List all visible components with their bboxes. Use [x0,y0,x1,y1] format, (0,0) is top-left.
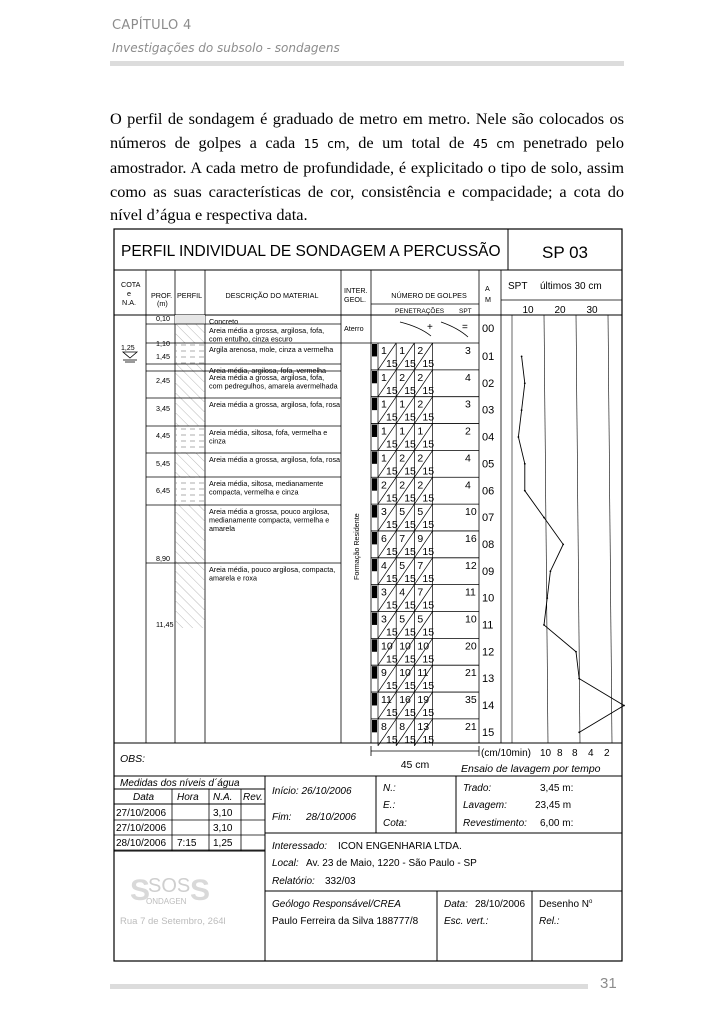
depth-label: 3,45 [156,404,170,413]
footer-rule [110,984,588,989]
blow-count: 1 [399,425,406,438]
layer-description: medianamente compacta, vermelha e [209,515,330,525]
geologo-label: Geólogo Responsável/CREA [272,899,401,910]
page-number: 31 [600,975,617,992]
layer-description: Areia média a grossa, pouco argilosa, [209,507,330,516]
penetration-label: 15 [404,653,416,666]
sample-row [371,477,494,504]
spt-value: 2 [465,425,471,438]
niveis-header-hora: Hora [177,792,199,803]
header-golpes: NÚMERO DE GOLPES [391,291,467,300]
header-inter-2: GEOL. [344,295,366,304]
blow-count: 2 [399,479,406,492]
label-cm10min: (cm/10min) [481,748,532,759]
sample-row [371,638,494,665]
header-prof-1: PROF. [151,291,173,300]
blow-count: 3 [381,506,387,519]
sample-number: 14 [482,700,495,713]
lavagem-val-4: 4 [588,748,594,759]
sample-number: 13 [482,673,495,686]
blow-count: 1 [381,452,387,465]
sample-row [371,612,493,639]
spt-value: 4 [465,452,471,465]
penetration-label: 15 [386,384,398,397]
lavagem-val-3: 8 [572,748,578,759]
penetration-label: 15 [404,438,416,451]
penetration-label: 15 [422,653,435,666]
fim-label: Fim: [272,812,292,823]
sample-row [371,424,494,451]
layer-description: Areia média a grossa, argilosa, fofa, [209,326,325,335]
header-prof-2: (m) [157,299,168,308]
layer-description: Areia média a grossa, argilosa, fofa, [209,373,325,382]
spt-grid-line [544,315,548,743]
blow-count: 5 [399,559,406,572]
penetration-label: 15 [422,626,435,639]
blow-count: 1 [381,398,387,411]
geology-formacao: Formação Residente [352,513,361,580]
soil-layer [146,477,341,505]
depth-label: 0,10 [156,314,170,323]
layer-description: amarela e roxa [209,573,257,583]
data-label: Data: [444,899,468,910]
relatorio-label: Relatório: [272,876,315,887]
blow-count: 2 [417,479,424,492]
spt-point [524,382,526,384]
penetration-label: 15 [404,492,416,505]
geologo-value: Paulo Ferreira da Silva 188777/8 [272,916,419,927]
penetration-label: 15 [386,545,398,558]
penetration-label: 15 [422,707,435,720]
golpes-symbols [400,322,468,337]
blow-count: 1 [381,345,387,357]
spt-point [546,597,548,599]
spt-samples [371,323,494,746]
soil-layer [146,343,341,364]
sample-number: 08 [482,538,495,551]
soil-layer [146,505,341,563]
layer-description: Areia média a grossa, argilosa, fofa, rosa [209,455,341,464]
niveis-title: Medidas dos níveis d´água [120,778,240,789]
blow-count: 9 [381,667,387,680]
blow-count: 6 [381,532,387,545]
sample-number: 02 [482,377,495,390]
niveis-cell: 7:15 [177,838,197,849]
blow-count: 19 [417,694,430,707]
log-code: SP 03 [541,243,589,262]
company-logo [120,874,226,927]
penetration-label: 15 [404,733,416,746]
spt-point [578,678,580,680]
column-headers [114,280,622,316]
penetration-label: 15 [386,653,398,666]
penetration-label: 15 [404,358,416,370]
penetration-label: 15 [404,626,416,639]
sample-row [482,323,494,335]
penetration-label: 15 [386,680,398,693]
spt-value: 11 [465,586,476,599]
blow-count: 10 [399,667,411,680]
niveis-cell: 27/10/2006 [116,823,167,834]
fim-value: 28/10/2006 [306,812,357,823]
interessado-value: ICON ENGENHARIA LTDA. [338,841,462,852]
equals-symbol: = [462,322,468,333]
penetration-label: 15 [386,438,398,451]
soil-layer [146,398,341,426]
layer-description: Areia média, siltosa, fofa, vermelha e [209,428,328,437]
niveis-cell: 28/10/2006 [116,838,167,849]
penetration-label: 15 [386,572,398,585]
penetration-label: 15 [404,572,416,585]
layer-description: Argila arenosa, mole, cinza a vermelha [209,345,334,354]
svg-text:S: S [190,874,211,907]
blow-count: 2 [399,452,406,465]
depth-label: 11,45 [156,620,174,629]
layer-description: Areia média, pouco argilosa, compacta, [209,565,336,574]
obs-label: OBS: [120,753,146,765]
penetration-label: 15 [404,545,416,558]
spt-value: 21 [465,720,477,733]
soil-layer [146,563,341,628]
spt-point [524,463,526,465]
blow-count: 9 [417,532,424,545]
depth-label: 1,10 [156,339,170,348]
penetration-label: 15 [386,707,398,720]
sample-row [371,450,494,477]
header-spt: SPT [508,281,528,292]
sample-row [371,585,494,612]
blow-count: 2 [417,452,424,465]
revestimento-value: 6,00 m: [540,818,574,829]
layer-description: Areia média, argilosa, fofa, vermelha [209,366,327,375]
penetration-label: 15 [404,465,416,478]
blow-count: 1 [399,345,406,357]
spt-value: 3 [465,398,471,411]
sample-row [371,692,494,719]
depth-label: 4,45 [156,431,170,440]
blow-count: 4 [399,586,406,599]
header-cota-1: COTA [121,280,141,289]
log-title: PERFIL INDIVIDUAL DE SONDAGEM A PERCUSSÃO [121,243,501,260]
header-am-1: A [485,284,490,293]
sample-row [371,370,494,397]
sample-number: 06 [482,485,495,498]
blow-count: 2 [381,479,387,492]
sample-number: 05 [482,458,495,471]
local-value: Av. 23 de Maio, 1220 - São Paulo - SP [306,858,477,869]
sample-row [371,343,494,370]
sample-number: 09 [482,565,495,578]
penetration-label: 15 [422,358,435,370]
layer-description: compacta, vermelha e cinza [209,487,299,497]
blow-count: 1 [381,425,387,438]
spt-value: 21 [465,667,477,680]
header-ultimos: últimos 30 cm [540,281,602,292]
penetration-label: 15 [422,465,435,478]
spt-value: 10 [465,506,477,519]
penetration-label: 15 [386,599,398,612]
niveis-cell: 1,25 [213,838,233,849]
blow-count: 10 [381,640,393,653]
depth-label: 5,45 [156,459,170,468]
blow-count: 11 [417,667,429,680]
local-label: Local: [272,858,299,869]
para-text-2: , de um total de [345,132,473,152]
penetration-label: 15 [422,733,435,746]
obs-row [114,743,622,776]
sample-number: 10 [482,592,495,605]
plus-symbol: + [427,322,433,333]
layer-description: Areia média a grossa, argilosa, fofa, rosa [209,400,341,409]
penetration-label: 15 [422,680,435,693]
blow-count: 2 [417,398,424,411]
spt-value: 16 [465,532,477,545]
spt-value: 3 [465,345,471,357]
niveis-row [114,823,265,835]
spt-value: 35 [465,694,477,707]
penetration-label: 15 [404,411,416,424]
penetration-label: 15 [404,680,416,693]
blow-count: 1 [381,371,387,384]
geology-column [341,324,371,580]
blow-count: 11 [381,694,392,707]
blow-count: 5 [399,506,406,519]
sample-number: 03 [482,404,495,417]
sample-number: 11 [482,619,494,632]
blow-count: 2 [399,371,406,384]
blow-count: 2 [417,345,424,357]
blow-count: 2 [417,371,424,384]
blow-count: 4 [381,559,387,572]
footer-panel [114,776,622,961]
penetration-label: 15 [422,519,435,532]
water-level-value: 1,25 [121,345,135,352]
logo-mark: S [130,874,151,907]
niveis-header-na: N.A. [213,792,233,803]
lavagem-val-5: 2 [604,748,610,759]
spt-curve [518,356,624,732]
spt-value: 10 [465,613,477,626]
interessado-label: Interessado: [272,841,328,852]
chapter-subtitle: Investigações do subsolo - sondagens [112,41,340,55]
spt-point [518,436,520,438]
depth-label: 8,90 [156,554,170,563]
rel-label: Rel.: [539,916,560,927]
penetration-label: 15 [386,411,398,424]
soil-layer [146,453,341,477]
sample-number: 12 [482,646,495,659]
blow-count: 10 [417,640,430,653]
logo-sub: ONDAGEN [146,897,187,906]
header-perfil: PERFIL [177,291,203,300]
spt-point [521,409,523,411]
layer-description: com entulho, cinza escuro [209,334,293,344]
penetration-label: 15 [386,358,398,370]
penetration-label: 15 [386,626,398,639]
blow-count: 8 [381,720,387,733]
soil-layer [146,371,341,398]
spt-grid-line [608,315,612,743]
blow-count: 7 [399,532,406,545]
spt-value: 4 [465,371,471,384]
trado-value: 3,45 m: [540,783,574,794]
revestimento-label: Revestimento: [463,818,527,829]
spt-value: 4 [465,479,471,492]
penetration-label: 15 [422,599,435,612]
blow-count: 5 [417,613,424,626]
blow-count: 10 [399,640,411,653]
water-level-icon [123,352,137,358]
layer-description: Concreto [209,317,239,326]
penetration-label: 15 [422,438,435,451]
sample-number: 07 [482,512,495,525]
niveis-cell: 3,10 [213,823,233,834]
blow-count: 13 [417,720,430,733]
penetration-label: 15 [386,733,398,746]
sample-row [371,397,494,424]
spt-tick-20: 20 [554,305,566,316]
logo-text: SOS [148,875,191,897]
depth-label: 6,45 [156,486,170,495]
penetration-label: 15 [386,465,398,478]
water-level-marker [121,345,137,362]
header-penetracoes: PENETRAÇÕES [395,308,445,315]
trado-label: Trado: [463,783,492,794]
layer-description: cinza [209,436,226,446]
niveis-cell: 27/10/2006 [116,808,167,819]
spt-point [543,517,545,519]
header-descricao: DESCRIÇÃO DO MATERIAL [225,291,319,300]
penetration-label: 15 [422,384,435,397]
penetration-label: 15 [422,492,435,505]
n-label: N.: [383,783,396,794]
blow-count: 1 [399,398,406,411]
para-value-15cm: 15 cm [303,136,346,151]
header-inter-1: INTER. [344,286,368,295]
penetration-label: 15 [404,384,416,397]
geology-aterro: Aterro [344,324,364,333]
lavagem-val-2: 8 [557,748,563,759]
depth-label: 2,45 [156,376,170,385]
niveis-table-body [114,808,265,850]
spt-tick-30: 30 [586,305,598,316]
sample-row [371,719,494,746]
para-text-3: penetrado pelo amostrador. A cada metro de profundidade, é explicitado o tipo de solo, assim como as suas características de cor, consistência e compacidade; a cota do nível d’água e respectiva data. [110,132,625,224]
penetration-label: 15 [422,572,435,585]
header-cota-3: N.A. [122,298,136,307]
sample-row [371,558,494,585]
blow-count: 1 [417,425,424,438]
sample-number: 15 [482,726,495,739]
penetration-label: 15 [422,411,435,424]
sample-number: 01 [482,351,495,363]
penetration-label: 15 [386,492,398,505]
spt-point [524,490,526,492]
sample-number: 00 [482,323,495,335]
niveis-row [114,838,265,850]
e-label: E.: [383,800,396,811]
penetration-label: 15 [404,519,416,532]
penetration-label: 15 [404,599,416,612]
label-45cm: 45 cm [400,759,430,771]
spt-point [521,356,523,358]
header-spt-small: SPT [459,308,472,315]
blow-count: 3 [381,613,387,626]
lavagem-label: Lavagem: [463,800,507,811]
soil-layer [146,324,341,344]
soil-layers [146,314,341,629]
spt-point [562,543,564,545]
penetration-label: 15 [422,545,435,558]
sample-row [371,665,494,692]
blow-count: 5 [399,613,406,626]
soil-layer [146,426,341,453]
esc-label: Esc. vert.: [444,916,489,927]
sample-row [371,504,494,531]
lavagem-val-1: 10 [540,748,552,759]
spt-point [623,705,625,707]
lavagem-value: 23,45 m [535,800,572,811]
penetration-label: 15 [386,519,398,532]
spt-point [550,570,552,572]
spt-tick-10: 10 [522,305,534,316]
penetration-label: 15 [404,707,416,720]
layer-description: com pedregulhos, amarela avermelhada [209,381,338,391]
niveis-cell: 3,10 [213,808,233,819]
niveis-row [114,808,265,820]
desenho-label: Desenho $N^o$ [539,899,593,910]
cota-label: Cota: [383,818,407,829]
data-value: 28/10/2006 [475,899,526,910]
blow-count: 7 [417,559,424,572]
company-address: Rua 7 de Setembro, 264l [120,916,226,927]
layer-description: Areia média, siltosa, medianamente [209,479,324,488]
para-text-1: O perfil de sondagem é graduado de metro em metro. Nele são colocados os números de golpes a cada [110,109,624,152]
niveis-header-data: Data [133,792,155,803]
header-cota-2: e [127,289,131,298]
spt-value: 12 [465,559,477,572]
spt-value: 20 [465,640,477,653]
spt-chart [512,315,625,743]
spt-point [543,624,545,626]
blow-count: 3 [381,586,387,599]
inicio-label: Início: 26/10/2006 [272,786,352,797]
blow-count: 8 [399,720,406,733]
niveis-header-rev: Rev. [243,792,263,803]
sample-row [371,531,494,558]
relatorio-value: 332/03 [325,876,356,887]
sample-number: 04 [482,431,495,444]
para-value-45cm: 45 cm [472,136,515,151]
chapter-label: CAPÍTULO 4 [112,18,192,33]
layer-description: amarela [209,524,235,533]
blow-count: 5 [417,506,424,519]
ensaio-label: Ensaio de lavagem por tempo [461,763,601,775]
spt-point [575,651,577,653]
blow-count: 7 [417,586,424,599]
header-am-2: M [485,295,491,304]
depth-label: 1,45 [156,352,170,361]
log-title-row [114,229,622,270]
blow-count: 16 [399,694,411,707]
spt-point [578,731,580,733]
